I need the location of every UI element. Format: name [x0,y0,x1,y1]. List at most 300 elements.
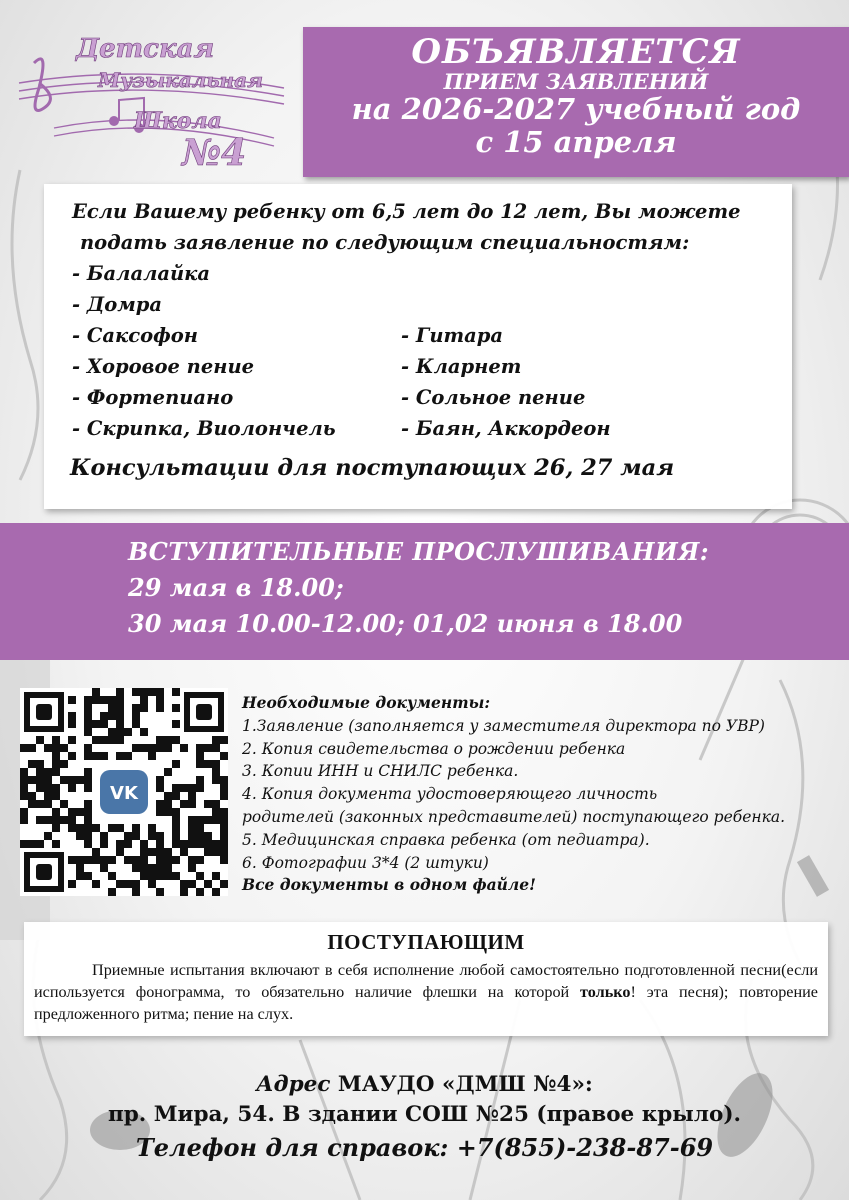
address-label: Адрес [256,1072,331,1097]
qr-module [156,784,164,792]
qr-module [220,824,228,832]
qr-module [196,872,204,880]
qr-module [132,744,140,752]
qr-module [132,720,140,728]
qr-module [52,768,60,776]
qr-module [28,776,36,784]
qr-module [140,840,148,848]
qr-module [220,752,228,760]
address-org-name: МАУДО «ДМШ №4»: [330,1072,593,1097]
qr-module [172,760,180,768]
qr-module [132,888,140,896]
qr-module [100,856,108,864]
qr-module [28,840,36,848]
qr-module [116,704,124,712]
qr-module [212,808,220,816]
qr-module [28,792,36,800]
qr-module [84,800,92,808]
qr-module [108,728,116,736]
qr-module [220,880,228,888]
qr-module [84,832,92,840]
qr-module [196,816,204,824]
qr-module [36,784,44,792]
document-item: 1.Заявление (заполняется у заместителя директора по УВР) [242,716,765,735]
qr-module [20,792,28,800]
qr-module [28,800,36,808]
qr-module [220,840,228,848]
qr-module [100,736,108,744]
qr-module [204,816,212,824]
qr-module [180,848,188,856]
qr-module [196,832,204,840]
qr-module [76,856,84,864]
qr-module [172,792,180,800]
qr-module [68,856,76,864]
qr-module [164,768,172,776]
qr-module [100,712,108,720]
qr-module [156,800,164,808]
qr-module [36,800,44,808]
qr-module [84,776,92,784]
qr-module [108,872,116,880]
applicants-text-part: Приемные испытания включают в себя исполнение любой самостоятельно подготовленной песни(если используется фонограмма, то обязательно наличие флешки на которой [34,961,818,1001]
qr-module [68,808,76,816]
qr-module [188,840,196,848]
qr-module [84,704,92,712]
qr-module [60,744,68,752]
qr-module [212,888,220,896]
qr-module [76,776,84,784]
specialty-item: - Домра [72,293,163,316]
qr-module [20,784,28,792]
qr-module [92,688,100,696]
qr-module [116,752,124,760]
documents-footer: Все документы в одном файле! [242,875,536,895]
qr-module [172,736,180,744]
qr-module [164,800,172,808]
qr-module [140,728,148,736]
qr-module [148,688,156,696]
qr-module [52,840,60,848]
qr-module [156,744,164,752]
qr-module [116,696,124,704]
qr-module [132,856,140,864]
qr-module [204,840,212,848]
qr-module [220,808,228,816]
qr-module [108,856,116,864]
qr-module [76,864,84,872]
applicants-text-part: ! эта песня); повторение предложенного ритма; пение на слух. [34,983,818,1023]
qr-module [148,752,156,760]
qr-module [44,800,52,808]
qr-module [148,880,156,888]
qr-module [92,848,100,856]
qr-module [20,816,28,824]
qr-module [156,776,164,784]
qr-module [60,816,68,824]
qr-module [164,792,172,800]
qr-module [172,704,180,712]
qr-module [124,840,132,848]
qr-module [140,864,148,872]
applicants-title: ПОСТУПАЮЩИМ [327,930,525,954]
qr-module [212,736,220,744]
qr-module [108,696,116,704]
document-item: 6. Фотографии 3*4 (2 штуки) [242,853,489,872]
qr-module [76,832,84,840]
document-item: родителей (законных представителей) поступающего ребенка. [242,807,786,826]
qr-module [44,768,52,776]
qr-module [220,736,228,744]
qr-module [92,856,100,864]
qr-module [180,840,188,848]
qr-module [44,832,52,840]
qr-module [220,848,228,856]
address-org [0,1070,849,1100]
qr-module [84,816,92,824]
qr-module [164,808,172,816]
qr-module [156,840,164,848]
qr-module [204,760,212,768]
specialty-item: - Скрипка, Виолончель [72,417,336,440]
qr-module [60,760,68,768]
qr-module [220,784,228,792]
qr-module [156,704,164,712]
qr-module [172,808,180,816]
qr-module [196,776,204,784]
qr-module [124,856,132,864]
qr-module [132,880,140,888]
qr-module [76,824,84,832]
document-item: 4. Копия документа удостоверяющего личность [242,785,658,804]
qr-module [84,720,92,728]
announcement-year: на 2026-2027 учебный год [351,92,801,126]
qr-module [196,760,204,768]
qr-module [36,768,44,776]
qr-module [172,832,180,840]
qr-module [84,744,92,752]
qr-module [140,848,148,856]
qr-module [196,840,204,848]
qr-module [116,728,124,736]
qr-module [60,800,68,808]
qr-module [132,712,140,720]
qr-module [220,816,228,824]
required-documents [242,692,832,897]
qr-module [156,888,164,896]
qr-module [116,824,124,832]
qr-module [84,712,92,720]
qr-module [172,856,180,864]
qr-module [180,880,188,888]
specialty-item: - Балалайка [72,262,211,285]
qr-module [20,776,28,784]
qr-module [108,888,116,896]
qr-module [84,808,92,816]
qr-module [156,696,164,704]
qr-module [52,784,60,792]
document-item: 3. Копии ИНН и СНИЛС ребенка. [242,762,519,781]
consultation-dates: Консультации для поступающих 26, 27 мая [70,455,675,481]
qr-module [100,840,108,848]
qr-module [172,784,180,792]
qr-module [220,832,228,840]
specialty-item: - Саксофон [72,324,198,347]
qr-module [212,872,220,880]
contact-phone[interactable]: Телефон для справок: +7(855)-238-87-69 [135,1133,714,1162]
announcement-banner [303,27,849,177]
logo-word-muzykalnaya: Музыкальная [98,68,263,92]
qr-module [68,736,76,744]
qr-module [84,752,92,760]
qr-module [132,824,140,832]
document-item: 2. Копия свидетельства о рождении ребенка [242,739,626,758]
qr-module [164,856,172,864]
qr-module [36,816,44,824]
qr-module [52,808,60,816]
qr-module [220,792,228,800]
qr-module [204,744,212,752]
qr-module [188,856,196,864]
qr-module [196,824,204,832]
intro-line-2: подать заявление по следующим специальностям: [80,231,690,254]
qr-module [156,688,164,696]
qr-module [220,776,228,784]
qr-module [28,760,36,768]
qr-module [212,816,220,824]
qr-module [20,744,28,752]
qr-module [44,784,52,792]
qr-module [92,696,100,704]
qr-module [116,688,124,696]
qr-module [108,704,116,712]
qr-module [44,792,52,800]
qr-module [44,816,52,824]
qr-module [156,736,164,744]
qr-module [60,776,68,784]
documents-heading: Необходимые документы: [242,693,491,712]
qr-module [132,864,140,872]
qr-module [188,784,196,792]
qr-module [108,824,116,832]
qr-module [36,736,44,744]
specialty-item: - Гитара [401,324,504,347]
qr-module [52,736,60,744]
qr-module [100,720,108,728]
qr-module [52,760,60,768]
qr-module [124,728,132,736]
qr-module [68,880,76,888]
qr-module [92,824,100,832]
qr-module [84,728,92,736]
qr-module [156,848,164,856]
qr-module [68,712,76,720]
audition-banner [0,523,849,660]
qr-module [164,848,172,856]
qr-module [204,832,212,840]
qr-module [116,736,124,744]
qr-module [20,808,28,816]
qr-module [172,816,180,824]
qr-module [164,864,172,872]
intro-line-1: Если Вашему ребенку от 6,5 лет до 12 лет, Вы можете [72,200,741,223]
announcement-title: ОБЪЯВЛЯЕТСЯ [411,32,741,72]
qr-module [164,872,172,880]
applicants-panel [24,922,828,1036]
qr-module [20,840,28,848]
qr-module [212,776,220,784]
qr-module [156,856,164,864]
qr-module [140,856,148,864]
qr-module [116,848,124,856]
qr-module [212,848,220,856]
specialty-item: - Кларнет [401,355,522,378]
qr-module [212,768,220,776]
qr-module [188,832,196,840]
qr-module [76,872,84,880]
qr-module [172,840,180,848]
qr-module [148,824,156,832]
qr-module [36,760,44,768]
qr-module [52,744,60,752]
qr-module [148,832,156,840]
logo-word-shkola: Школа [134,108,222,134]
qr-module [172,688,180,696]
address-street: пр. Мира, 54. В здании СОШ №25 (правое крыло). [107,1102,741,1127]
specialty-item: - Сольное пение [401,386,586,409]
qr-module [204,880,212,888]
qr-module [52,752,60,760]
qr-module [148,744,156,752]
qr-module [148,864,156,872]
qr-module [44,744,52,752]
announcement-date: с 15 апреля [475,125,677,159]
qr-module [68,824,76,832]
qr-module [188,880,196,888]
qr-module [156,872,164,880]
qr-module [92,736,100,744]
qr-module [76,808,84,816]
qr-module [172,720,180,728]
qr-module [140,696,148,704]
qr-module [44,776,52,784]
qr-module [124,752,132,760]
qr-module [116,712,124,720]
qr-module [156,808,164,816]
qr-module [108,712,116,720]
document-item: 5. Медицинская справка ребенка (от педиатра). [242,830,650,849]
qr-module [180,744,188,752]
qr-module [188,800,196,808]
qr-module [212,800,220,808]
specialty-item: - Фортепиано [72,386,234,409]
address-block [0,1070,849,1166]
qr-module [156,832,164,840]
qr-module [100,832,108,840]
qr-module [92,720,100,728]
qr-module [84,872,92,880]
qr-module [132,688,140,696]
qr-module [100,752,108,760]
qr-module [52,816,60,824]
qr-module [124,880,132,888]
qr-module [164,736,172,744]
qr-module [108,736,116,744]
qr-module [156,864,164,872]
qr-module [84,824,92,832]
qr-module [124,832,132,840]
qr-module [196,744,204,752]
specialty-item: - Баян, Аккордеон [401,417,611,440]
qr-module [92,880,100,888]
qr-module [196,784,204,792]
qr-module [100,696,108,704]
qr-module [164,744,172,752]
qr-module [84,784,92,792]
qr-module [84,696,92,704]
qr-module [180,800,188,808]
qr-module [36,776,44,784]
applicants-text [34,959,818,1025]
qr-module [68,720,76,728]
qr-module [84,840,92,848]
qr-module [132,832,140,840]
qr-module [68,776,76,784]
qr-module [140,744,148,752]
specialty-item: - Хоровое пение [72,355,255,378]
qr-module [68,752,76,760]
logo-word-detskaya: Детская [76,34,215,64]
qr-module [28,744,36,752]
qr-module [140,872,148,880]
qr-module [116,880,124,888]
qr-code-graphic [20,688,228,896]
qr-module [68,816,76,824]
qr-module [180,784,188,792]
vk-qr-code[interactable] [20,688,228,896]
qr-module [36,840,44,848]
qr-module [68,784,76,792]
logo-word-number: №4 [182,132,247,174]
qr-module [188,864,196,872]
qr-module [188,824,196,832]
audition-date-2: 30 мая 10.00-12.00; 01,02 июня в 18.00 [128,609,683,638]
qr-module [148,872,156,880]
vk-logo-label: VK [110,783,138,804]
qr-module [204,800,212,808]
qr-module [140,688,148,696]
school-logo [14,28,294,178]
qr-module [100,864,108,872]
audition-date-1: 29 мая в 18.00; [128,573,344,602]
qr-module [196,752,204,760]
qr-module [52,824,60,832]
qr-module [212,840,220,848]
qr-module [220,856,228,864]
qr-module [196,856,204,864]
qr-module [140,704,148,712]
audition-title: ВСТУПИТЕЛЬНЫЕ ПРОСЛУШИВАНИЯ: [128,537,710,566]
qr-module [196,888,204,896]
qr-module [20,768,28,776]
qr-module [148,848,156,856]
qr-module [212,744,220,752]
qr-module [172,872,180,880]
qr-module [52,792,60,800]
qr-module [180,888,188,896]
qr-module [212,760,220,768]
qr-module [204,848,212,856]
